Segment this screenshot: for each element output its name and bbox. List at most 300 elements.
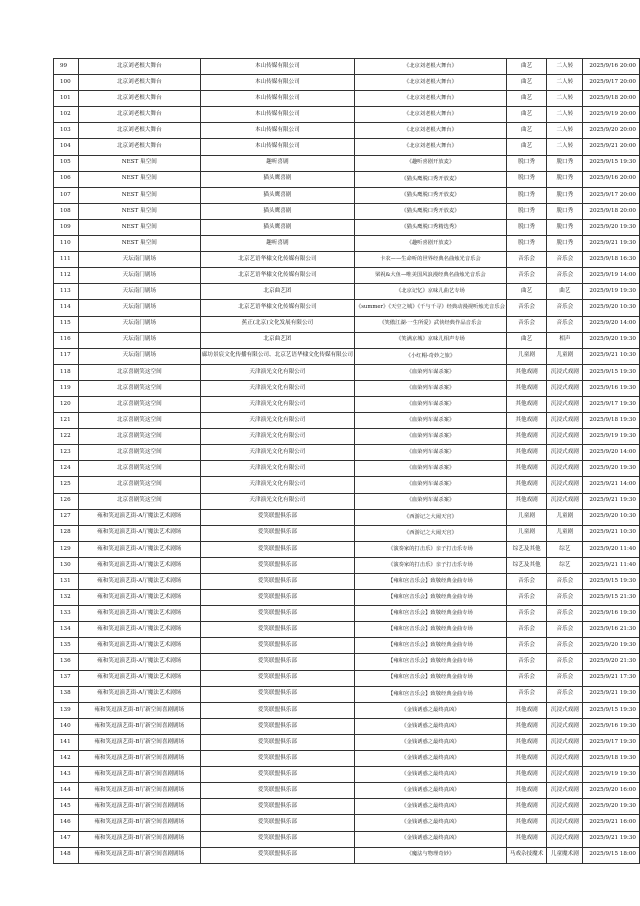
- venue-cell: 雍和笑逗演艺街-A厅魔法艺术剧场: [78, 509, 200, 525]
- venue-cell: 北京喜剧笑这空间: [78, 493, 200, 509]
- datetime-cell: 2025/9/15 19:30: [583, 702, 640, 718]
- datetime-cell: 2025/9/19 19:30: [583, 284, 640, 300]
- program-title-cell: 《金钱诱惑之最终真凶》: [354, 767, 506, 783]
- organizer-cell: 天津演光文化有限公司: [200, 429, 354, 445]
- venue-cell: 雍和笑逗演艺街-B厅新空间喜剧剧场: [78, 751, 200, 767]
- category-cell: 其他戏剧: [506, 429, 546, 445]
- program-title-cell: 《血染列车谋杀案》: [354, 493, 506, 509]
- datetime-cell: 2025/9/21 10:30: [583, 525, 640, 541]
- subcategory-cell: 二人转: [547, 139, 583, 155]
- row-number-cell: 120: [54, 396, 79, 412]
- program-title-cell: 【雍和宫音乐会】致敬经典金曲专场: [354, 574, 506, 590]
- venue-cell: NEST 巢空间: [78, 171, 200, 187]
- venue-cell: 天坛南门剧场: [78, 348, 200, 364]
- table-row: [54, 107, 640, 123]
- organizer-cell: 爱笑联盟俱乐部: [200, 734, 354, 750]
- organizer-cell: 爱笑联盟俱乐部: [200, 590, 354, 606]
- row-number-cell: 128: [54, 525, 79, 541]
- row-number-cell: 116: [54, 332, 79, 348]
- program-title-cell: 《笑满京城》京味儿相声专场: [354, 332, 506, 348]
- table-row: [54, 718, 640, 734]
- subcategory-cell: 音乐会: [547, 638, 583, 654]
- subcategory-cell: 音乐会: [547, 622, 583, 638]
- subcategory-cell: 沉浸式戏剧: [547, 396, 583, 412]
- row-number-cell: 132: [54, 590, 79, 606]
- organizer-cell: 爱笑联盟俱乐部: [200, 718, 354, 734]
- subcategory-cell: 沉浸式戏剧: [547, 477, 583, 493]
- datetime-cell: 2025/9/21 20:00: [583, 139, 640, 155]
- category-cell: 其他戏剧: [506, 364, 546, 380]
- row-number-cell: 144: [54, 783, 79, 799]
- program-title-cell: 《魔法与物理奇妙》: [354, 847, 506, 863]
- row-number-cell: 131: [54, 574, 79, 590]
- datetime-cell: 2025/9/21 11:40: [583, 557, 640, 573]
- table-row: [54, 219, 640, 235]
- subcategory-cell: 儿童剧: [547, 348, 583, 364]
- subcategory-cell: 儿童剧: [547, 509, 583, 525]
- datetime-cell: 2025/9/16 20:00: [583, 171, 640, 187]
- datetime-cell: 2025/9/20 21:30: [583, 654, 640, 670]
- datetime-cell: 2025/9/19 14:00: [583, 268, 640, 284]
- subcategory-cell: 沉浸式戏剧: [547, 380, 583, 396]
- subcategory-cell: 脱口秀: [547, 219, 583, 235]
- subcategory-cell: 脱口秀: [547, 236, 583, 252]
- venue-cell: 天坛南门剧场: [78, 268, 200, 284]
- category-cell: 其他戏剧: [506, 831, 546, 847]
- category-cell: 脱口秀: [506, 203, 546, 219]
- category-cell: 脱口秀: [506, 236, 546, 252]
- program-title-cell: 《西游记之大闹天宫》: [354, 525, 506, 541]
- table-row: [54, 268, 640, 284]
- subcategory-cell: 沉浸式戏剧: [547, 783, 583, 799]
- table-row: [54, 799, 640, 815]
- row-number-cell: 127: [54, 509, 79, 525]
- row-number-cell: 136: [54, 654, 79, 670]
- datetime-cell: 2025/9/20 19:30: [583, 799, 640, 815]
- datetime-cell: 2025/9/16 20:00: [583, 59, 640, 75]
- table-row: [54, 541, 640, 557]
- subcategory-cell: 综艺: [547, 557, 583, 573]
- subcategory-cell: 二人转: [547, 123, 583, 139]
- datetime-cell: 2025/9/17 20:00: [583, 187, 640, 203]
- subcategory-cell: 音乐会: [547, 590, 583, 606]
- organizer-cell: 北京艺语华棣文化传媒有限公司: [200, 300, 354, 316]
- category-cell: 曲艺: [506, 284, 546, 300]
- organizer-cell: 天津演光文化有限公司: [200, 461, 354, 477]
- row-number-cell: 129: [54, 541, 79, 557]
- subcategory-cell: 沉浸式戏剧: [547, 413, 583, 429]
- datetime-cell: 2025/9/15 19:30: [583, 155, 640, 171]
- program-title-cell: 《血染列车谋杀案》: [354, 461, 506, 477]
- category-cell: 音乐会: [506, 252, 546, 268]
- datetime-cell: 2025/9/16 19:30: [583, 718, 640, 734]
- category-cell: 脱口秀: [506, 187, 546, 203]
- subcategory-cell: 儿童剧: [547, 525, 583, 541]
- row-number-cell: 147: [54, 831, 79, 847]
- row-number-cell: 106: [54, 171, 79, 187]
- table-row: [54, 734, 640, 750]
- venue-cell: 雍和笑逗演艺街-B厅新空间喜剧剧场: [78, 783, 200, 799]
- table-row: [54, 445, 640, 461]
- table-row: [54, 477, 640, 493]
- program-title-cell: 梁祝&大鱼—唯美国风浪漫经典名曲烛光音乐会: [354, 268, 506, 284]
- organizer-cell: 北京曲艺团: [200, 284, 354, 300]
- row-number-cell: 117: [54, 348, 79, 364]
- organizer-cell: 趣听喜剧: [200, 155, 354, 171]
- category-cell: 音乐会: [506, 622, 546, 638]
- venue-cell: 雍和笑逗演艺街-A厅魔法艺术剧场: [78, 654, 200, 670]
- venue-cell: 雍和笑逗演艺街-B厅新空间喜剧剧场: [78, 718, 200, 734]
- program-title-cell: 《summer》《天空之城》《千与千寻》经典动漫视听烛光音乐会: [354, 300, 506, 316]
- datetime-cell: 2025/9/20 14:00: [583, 316, 640, 332]
- organizer-cell: 天津演光文化有限公司: [200, 477, 354, 493]
- row-number-cell: 137: [54, 670, 79, 686]
- venue-cell: 天坛南门剧场: [78, 300, 200, 316]
- organizer-cell: 天津演光文化有限公司: [200, 396, 354, 412]
- datetime-cell: 2025/9/20 10:30: [583, 509, 640, 525]
- venue-cell: 雍和笑逗演艺街-B厅新空间喜剧剧场: [78, 799, 200, 815]
- datetime-cell: 2025/9/19 20:00: [583, 107, 640, 123]
- datetime-cell: 2025/9/21 19:30: [583, 831, 640, 847]
- venue-cell: NEST 巢空间: [78, 219, 200, 235]
- venue-cell: NEST 巢空间: [78, 155, 200, 171]
- performance-schedule-table: [53, 58, 640, 864]
- datetime-cell: 2025/9/17 20:00: [583, 75, 640, 91]
- table-row: [54, 702, 640, 718]
- organizer-cell: 爱笑联盟俱乐部: [200, 557, 354, 573]
- category-cell: 音乐会: [506, 268, 546, 284]
- venue-cell: 雍和笑逗演艺街-A厅魔法艺术剧场: [78, 638, 200, 654]
- category-cell: 脱口秀: [506, 219, 546, 235]
- subcategory-cell: 音乐会: [547, 316, 583, 332]
- organizer-cell: 北京曲艺团: [200, 332, 354, 348]
- row-number-cell: 105: [54, 155, 79, 171]
- program-title-cell: 《金钱诱惑之最终真凶》: [354, 815, 506, 831]
- table-row: [54, 638, 640, 654]
- program-title-cell: 《金钱诱惑之最终真凶》: [354, 751, 506, 767]
- datetime-cell: 2025/9/21 19:30: [583, 493, 640, 509]
- organizer-cell: 本山传媒有限公司: [200, 91, 354, 107]
- datetime-cell: 2025/9/16 21:30: [583, 622, 640, 638]
- organizer-cell: 天津演光文化有限公司: [200, 364, 354, 380]
- row-number-cell: 124: [54, 461, 79, 477]
- row-number-cell: 112: [54, 268, 79, 284]
- organizer-cell: 爱笑联盟俱乐部: [200, 767, 354, 783]
- subcategory-cell: 二人转: [547, 107, 583, 123]
- program-title-cell: 《血染列车谋杀案》: [354, 413, 506, 429]
- organizer-cell: 爱笑联盟俱乐部: [200, 654, 354, 670]
- program-title-cell: 《猫头鹰脱口秀开放麦》: [354, 187, 506, 203]
- program-title-cell: 《趣听喜剧开放麦》: [354, 155, 506, 171]
- organizer-cell: 爱笑联盟俱乐部: [200, 831, 354, 847]
- table-row: [54, 364, 640, 380]
- subcategory-cell: 音乐会: [547, 252, 583, 268]
- datetime-cell: 2025/9/15 19:30: [583, 364, 640, 380]
- table-row: [54, 831, 640, 847]
- row-number-cell: 118: [54, 364, 79, 380]
- table-row: [54, 429, 640, 445]
- venue-cell: 雍和笑逗演艺街-A厅魔法艺术剧场: [78, 590, 200, 606]
- venue-cell: NEST 巢空间: [78, 236, 200, 252]
- table-row: [54, 815, 640, 831]
- category-cell: 脱口秀: [506, 171, 546, 187]
- table-row: [54, 622, 640, 638]
- organizer-cell: 爱笑联盟俱乐部: [200, 525, 354, 541]
- row-number-cell: 119: [54, 380, 79, 396]
- category-cell: 其他戏剧: [506, 445, 546, 461]
- row-number-cell: 146: [54, 815, 79, 831]
- organizer-cell: 廊坊景宸文化传播有限公司、北京艺语华棣文化传媒有限公司: [200, 348, 354, 364]
- program-title-cell: 《血染列车谋杀案》: [354, 445, 506, 461]
- row-number-cell: 100: [54, 75, 79, 91]
- subcategory-cell: 二人转: [547, 59, 583, 75]
- organizer-cell: 北京艺语华棣文化传媒有限公司: [200, 268, 354, 284]
- table-row: [54, 187, 640, 203]
- category-cell: 其他戏剧: [506, 799, 546, 815]
- row-number-cell: 121: [54, 413, 79, 429]
- datetime-cell: 2025/9/16 19:30: [583, 606, 640, 622]
- category-cell: 曲艺: [506, 123, 546, 139]
- subcategory-cell: 音乐会: [547, 686, 583, 702]
- category-cell: 音乐会: [506, 686, 546, 702]
- table-row: [54, 59, 640, 75]
- venue-cell: 雍和笑逗演艺街-A厅魔法艺术剧场: [78, 606, 200, 622]
- program-title-cell: 《猫头鹰脱口秀精选秀》: [354, 219, 506, 235]
- organizer-cell: 爱笑联盟俱乐部: [200, 606, 354, 622]
- subcategory-cell: 二人转: [547, 75, 583, 91]
- table-row: [54, 525, 640, 541]
- venue-cell: 北京喜剧笑这空间: [78, 364, 200, 380]
- organizer-cell: 猫头鹰喜剧: [200, 219, 354, 235]
- row-number-cell: 140: [54, 718, 79, 734]
- venue-cell: 雍和笑逗演艺街-B厅新空间喜剧剧场: [78, 734, 200, 750]
- row-number-cell: 143: [54, 767, 79, 783]
- organizer-cell: 天津演光文化有限公司: [200, 380, 354, 396]
- table-row: [54, 413, 640, 429]
- category-cell: 其他戏剧: [506, 767, 546, 783]
- program-title-cell: 《血染列车谋杀案》: [354, 477, 506, 493]
- row-number-cell: 115: [54, 316, 79, 332]
- subcategory-cell: 沉浸式戏剧: [547, 767, 583, 783]
- datetime-cell: 2025/9/21 14:00: [583, 477, 640, 493]
- datetime-cell: 2025/9/21 10:30: [583, 348, 640, 364]
- subcategory-cell: 脱口秀: [547, 155, 583, 171]
- subcategory-cell: 沉浸式戏剧: [547, 364, 583, 380]
- organizer-cell: 天津演光文化有限公司: [200, 413, 354, 429]
- category-cell: 其他戏剧: [506, 783, 546, 799]
- category-cell: 其他戏剧: [506, 413, 546, 429]
- table-row: [54, 509, 640, 525]
- organizer-cell: 本山传媒有限公司: [200, 139, 354, 155]
- program-title-cell: 《金钱诱惑之最终真凶》: [354, 831, 506, 847]
- datetime-cell: 2025/9/15 18:00: [583, 847, 640, 863]
- datetime-cell: 2025/9/18 20:00: [583, 203, 640, 219]
- venue-cell: 雍和笑逗演艺街-B厅新空间喜剧剧场: [78, 767, 200, 783]
- datetime-cell: 2025/9/20 19:30: [583, 219, 640, 235]
- venue-cell: 北京喜剧笑这空间: [78, 429, 200, 445]
- venue-cell: 北京喜剧笑这空间: [78, 396, 200, 412]
- organizer-cell: 爱笑联盟俱乐部: [200, 702, 354, 718]
- venue-cell: 雍和笑逗演艺街-A厅魔法艺术剧场: [78, 686, 200, 702]
- program-title-cell: 《血染列车谋杀案》: [354, 396, 506, 412]
- subcategory-cell: 沉浸式戏剧: [547, 718, 583, 734]
- datetime-cell: 2025/9/20 10:30: [583, 300, 640, 316]
- table-row: [54, 461, 640, 477]
- organizer-cell: 猫头鹰喜剧: [200, 187, 354, 203]
- program-title-cell: 《小红帽-奇妙之旅》: [354, 348, 506, 364]
- row-number-cell: 142: [54, 751, 79, 767]
- subcategory-cell: 沉浸式戏剧: [547, 734, 583, 750]
- table-row: [54, 348, 640, 364]
- organizer-cell: 爱笑联盟俱乐部: [200, 783, 354, 799]
- category-cell: 曲艺: [506, 59, 546, 75]
- row-number-cell: 141: [54, 734, 79, 750]
- subcategory-cell: 沉浸式戏剧: [547, 815, 583, 831]
- venue-cell: 天坛南门剧场: [78, 316, 200, 332]
- category-cell: 马戏杂技魔术: [506, 847, 546, 863]
- program-title-cell: 【雍和宫音乐会】致敬经典金曲专场: [354, 606, 506, 622]
- venue-cell: 雍和笑逗演艺街-A厅魔法艺术剧场: [78, 622, 200, 638]
- organizer-cell: 爱笑联盟俱乐部: [200, 574, 354, 590]
- category-cell: 音乐会: [506, 638, 546, 654]
- venue-cell: 北京刘老根大舞台: [78, 107, 200, 123]
- venue-cell: 雍和笑逗演艺街-A厅魔法艺术剧场: [78, 525, 200, 541]
- venue-cell: 雍和笑逗演艺街-B厅新空间喜剧剧场: [78, 831, 200, 847]
- program-title-cell: 《北京刘老根大舞台》: [354, 91, 506, 107]
- organizer-cell: 北京艺语华棣文化传媒有限公司: [200, 252, 354, 268]
- organizer-cell: 蕉正(北京)文化发展有限公司: [200, 316, 354, 332]
- category-cell: 曲艺: [506, 75, 546, 91]
- program-title-cell: 【雍和宫音乐会】致敬经典金曲专场: [354, 590, 506, 606]
- row-number-cell: 138: [54, 686, 79, 702]
- datetime-cell: 2025/9/18 19:30: [583, 413, 640, 429]
- program-title-cell: 【雍和宫音乐会】致敬经典金曲专场: [354, 638, 506, 654]
- venue-cell: 北京喜剧笑这空间: [78, 477, 200, 493]
- subcategory-cell: 曲艺: [547, 284, 583, 300]
- program-title-cell: 【雍和宫音乐会】致敬经典金曲专场: [354, 654, 506, 670]
- table-body: [54, 59, 640, 864]
- organizer-cell: 猫头鹰喜剧: [200, 171, 354, 187]
- table-row: [54, 284, 640, 300]
- organizer-cell: 爱笑联盟俱乐部: [200, 638, 354, 654]
- category-cell: 音乐会: [506, 670, 546, 686]
- table-row: [54, 155, 640, 171]
- category-cell: 其他戏剧: [506, 396, 546, 412]
- table-row: [54, 557, 640, 573]
- subcategory-cell: 二人转: [547, 91, 583, 107]
- venue-cell: 雍和笑逗演艺街-B厅新空间喜剧剧场: [78, 702, 200, 718]
- organizer-cell: 天津演光文化有限公司: [200, 445, 354, 461]
- subcategory-cell: 音乐会: [547, 268, 583, 284]
- row-number-cell: 122: [54, 429, 79, 445]
- row-number-cell: 101: [54, 91, 79, 107]
- row-number-cell: 104: [54, 139, 79, 155]
- organizer-cell: 爱笑联盟俱乐部: [200, 686, 354, 702]
- organizer-cell: 趣听喜剧: [200, 236, 354, 252]
- venue-cell: 北京喜剧笑这空间: [78, 461, 200, 477]
- venue-cell: 北京喜剧笑这空间: [78, 445, 200, 461]
- table-row: [54, 751, 640, 767]
- row-number-cell: 108: [54, 203, 79, 219]
- datetime-cell: 2025/9/17 19:30: [583, 396, 640, 412]
- venue-cell: 北京刘老根大舞台: [78, 123, 200, 139]
- subcategory-cell: 音乐会: [547, 654, 583, 670]
- subcategory-cell: 沉浸式戏剧: [547, 429, 583, 445]
- organizer-cell: 爱笑联盟俱乐部: [200, 815, 354, 831]
- venue-cell: NEST 巢空间: [78, 187, 200, 203]
- organizer-cell: 爱笑联盟俱乐部: [200, 847, 354, 863]
- program-title-cell: 《笑傲江湖·一生所爱》武侠经典作品音乐会: [354, 316, 506, 332]
- category-cell: 其他戏剧: [506, 718, 546, 734]
- table-row: [54, 123, 640, 139]
- category-cell: 曲艺: [506, 139, 546, 155]
- venue-cell: 雍和笑逗演艺街-B厅新空间喜剧剧场: [78, 815, 200, 831]
- table-row: [54, 252, 640, 268]
- program-title-cell: 《北京记忆》京味儿曲艺专场: [354, 284, 506, 300]
- table-row: [54, 847, 640, 863]
- organizer-cell: 爱笑联盟俱乐部: [200, 622, 354, 638]
- venue-cell: 北京喜剧笑这空间: [78, 380, 200, 396]
- table-row: [54, 606, 640, 622]
- category-cell: 曲艺: [506, 107, 546, 123]
- category-cell: 其他戏剧: [506, 815, 546, 831]
- venue-cell: 雍和笑逗演艺街-A厅魔法艺术剧场: [78, 557, 200, 573]
- datetime-cell: 2025/9/19 19:30: [583, 429, 640, 445]
- table-row: [54, 396, 640, 412]
- row-number-cell: 111: [54, 252, 79, 268]
- row-number-cell: 126: [54, 493, 79, 509]
- table-row: [54, 75, 640, 91]
- program-title-cell: 《北京刘老根大舞台》: [354, 123, 506, 139]
- table-row: [54, 91, 640, 107]
- table-row: [54, 236, 640, 252]
- program-title-cell: 【雍和宫音乐会】致敬经典金曲专场: [354, 622, 506, 638]
- table-row: [54, 590, 640, 606]
- category-cell: 曲艺: [506, 91, 546, 107]
- organizer-cell: 爱笑联盟俱乐部: [200, 541, 354, 557]
- category-cell: 其他戏剧: [506, 751, 546, 767]
- datetime-cell: 2025/9/20 14:00: [583, 445, 640, 461]
- category-cell: 综艺及其他: [506, 541, 546, 557]
- row-number-cell: 103: [54, 123, 79, 139]
- subcategory-cell: 儿童魔术剧: [547, 847, 583, 863]
- row-number-cell: 130: [54, 557, 79, 573]
- program-title-cell: 《金钱诱惑之最终真凶》: [354, 718, 506, 734]
- datetime-cell: 2025/9/21 19:30: [583, 236, 640, 252]
- subcategory-cell: 音乐会: [547, 606, 583, 622]
- row-number-cell: 110: [54, 236, 79, 252]
- table-row: [54, 300, 640, 316]
- subcategory-cell: 音乐会: [547, 670, 583, 686]
- venue-cell: 北京刘老根大舞台: [78, 139, 200, 155]
- subcategory-cell: 沉浸式戏剧: [547, 799, 583, 815]
- row-number-cell: 145: [54, 799, 79, 815]
- table-row: [54, 203, 640, 219]
- program-title-cell: 《北京刘老根大舞台》: [354, 107, 506, 123]
- organizer-cell: 本山传媒有限公司: [200, 75, 354, 91]
- row-number-cell: 148: [54, 847, 79, 863]
- venue-cell: 雍和笑逗演艺街-A厅魔法艺术剧场: [78, 541, 200, 557]
- organizer-cell: 天津演光文化有限公司: [200, 493, 354, 509]
- subcategory-cell: 脱口秀: [547, 171, 583, 187]
- datetime-cell: 2025/9/21 19:30: [583, 686, 640, 702]
- program-title-cell: 《金钱诱惑之最终真凶》: [354, 702, 506, 718]
- table-row: [54, 767, 640, 783]
- program-title-cell: 【雍和宫音乐会】致敬经典金曲专场: [354, 670, 506, 686]
- subcategory-cell: 沉浸式戏剧: [547, 461, 583, 477]
- table-row: [54, 316, 640, 332]
- venue-cell: 雍和笑逗演艺街-A厅魔法艺术剧场: [78, 574, 200, 590]
